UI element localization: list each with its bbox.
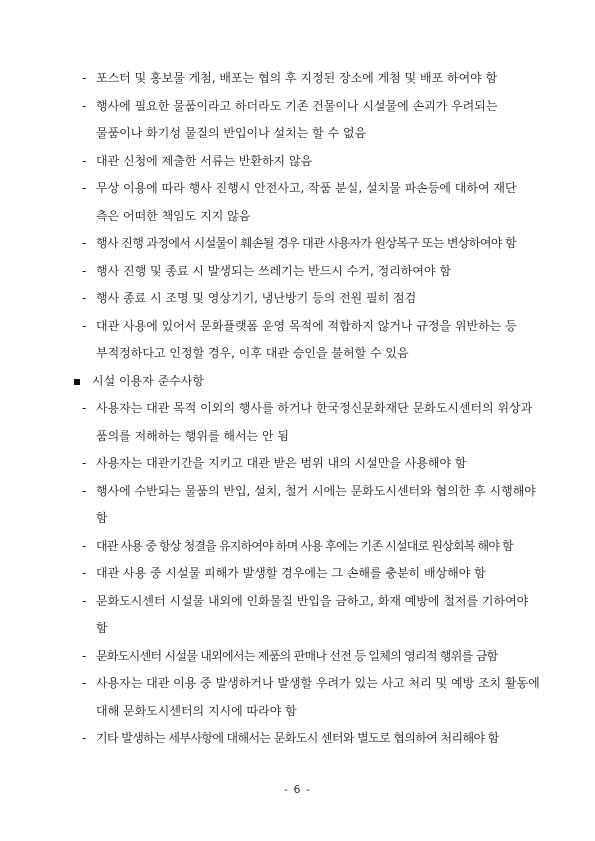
list-item-text: 행사 종료 시 조명 및 영상기기, 냉난방기 등의 전원 필히 점검	[96, 291, 417, 305]
list-item-text: 사용자는 대관 이용 중 발생하거나 발생할 우려가 있는 사고 처리 및 예방 조치 활동에 대해 문화도시센터의 지시에 따라야 함	[96, 676, 540, 718]
list-item	[82, 285, 542, 313]
list-item-text: 기타 발생하는 세부사항에 대해서는 문화도시 센터와 별도로 협의하여 처리해야 함	[96, 731, 499, 745]
list-item	[82, 670, 542, 725]
dash-marker: -	[82, 538, 87, 553]
list-item	[82, 478, 542, 533]
dash-marker: -	[82, 593, 87, 608]
list-item-text: 대관 사용 중 항상 청결을 유지하여야 하며 사용 후에는 기존 시설대로 원상회복 해야 함	[96, 538, 513, 553]
list-item-text: 행사 진행 과정에서 시설물이 훼손될 경우 대관 사용자가 원상복구 또는 변상하여야 함	[96, 236, 517, 250]
list-item-text: 대관 사용에 있어서 문화플랫폼 운영 목적에 적합하지 않거나 규정을 위반하는 등 부적정하다고 인정할 경우, 이후 대관 승인을 불허할 수 있음	[96, 318, 517, 360]
list-item	[82, 588, 542, 643]
dash-marker: -	[82, 648, 87, 663]
list-item	[82, 65, 542, 93]
dash-marker: -	[82, 71, 87, 85]
list-item	[82, 560, 542, 588]
dash-marker: -	[82, 731, 87, 745]
list-item-text: 행사에 필요한 물품이라고 하더라도 기존 건물이나 시설물에 손괴가 우려되는 물품이나 화기성 물질의 반입이나 설치는 할 수 없음	[96, 98, 498, 140]
dash-marker: -	[82, 263, 87, 278]
list-item	[82, 175, 542, 230]
list-item	[82, 148, 542, 176]
list-item	[82, 395, 542, 450]
document-body	[82, 65, 542, 753]
list-item-text: 문화도시센터 시설물 내외에 인화물질 반입을 금하고, 화재 예방에 철저를 기하여야 함	[96, 593, 529, 635]
list-item-text: 사용자는 대관기간을 지키고 대관 받은 범위 내의 시설만을 사용해야 함	[96, 456, 467, 470]
dash-marker: -	[82, 456, 87, 470]
dash-marker: -	[82, 153, 87, 168]
list-item-text: 문화도시센터 시설물 내외에서는 제품의 판매나 선전 등 일체의 영리적 행위를 금함	[96, 648, 498, 663]
list-item	[82, 230, 542, 258]
list-item	[82, 93, 542, 148]
dash-marker: -	[82, 98, 87, 113]
list-item-text: 포스터 및 홍보물 게첨, 배포는 협의 후 지정된 장소에 게첨 및 배포 하여야 함	[96, 71, 498, 85]
list-item-text: 무상 이용에 따라 행사 진행시 안전사고, 작품 분실, 설치물 파손등에 대하여 재단 측은 어떠한 책임도 지지 않음	[96, 181, 517, 223]
dash-marker: -	[82, 318, 87, 333]
dash-marker: -	[82, 676, 87, 690]
section-title: 시설 이용자 준수사항	[92, 373, 204, 388]
page-number: - 6 -	[284, 783, 311, 796]
dash-marker: -	[82, 181, 87, 195]
square-bullet-icon	[74, 379, 80, 385]
dash-marker: -	[82, 483, 87, 498]
list-item-text: 사용자는 대관 목적 이외의 행사를 하거나 한국정신문화재단 문화도시센터의 위상과 품의를 저해하는 행위를 해서는 안 됨	[96, 401, 533, 443]
list-item-text: 행사에 수반되는 물품의 반입, 설치, 철거 시에는 문화도시센터와 협의한 후 시행해야 함	[96, 483, 536, 525]
list-item-text: 행사 진행 및 종료 시 발생되는 쓰레기는 반드시 수거, 정리하여야 함	[96, 263, 451, 278]
list-item	[82, 643, 542, 671]
list-item-text: 대관 사용 중 시설물 피해가 발생할 경우에는 그 손해를 충분히 배상해야 함	[96, 566, 486, 580]
list-item-text: 대관 신청에 제출한 서류는 반환하지 않음	[96, 153, 313, 168]
dash-marker: -	[82, 401, 87, 415]
dash-marker: -	[82, 236, 87, 250]
dash-marker: -	[82, 566, 87, 580]
section-heading	[52, 368, 542, 396]
list-item	[82, 725, 542, 753]
dash-marker: -	[82, 291, 87, 305]
list-item	[82, 533, 542, 561]
list-item	[82, 258, 542, 286]
list-item	[82, 313, 542, 368]
list-item	[82, 450, 542, 478]
